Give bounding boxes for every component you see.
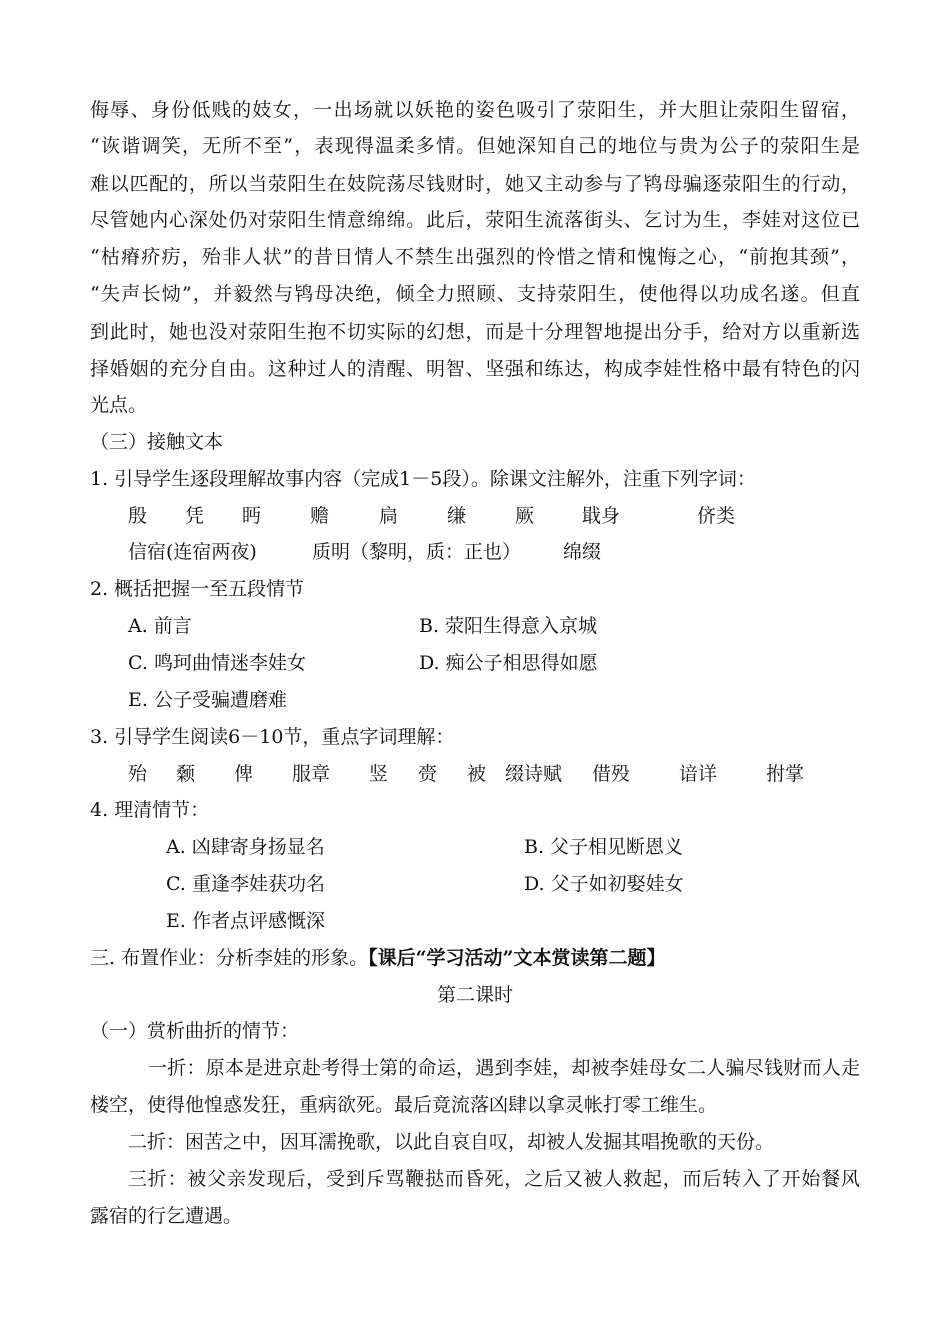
vocab-word: 服章 — [292, 763, 331, 785]
option-a: A. 凶肆寄身扬显名 — [166, 836, 325, 858]
homework-reference: 【课后“学习活动”文本赏读第二题】 — [368, 947, 666, 969]
vocab-word: 被 — [467, 763, 487, 785]
vocab-word: 缀诗赋 — [505, 763, 563, 785]
option-a: A. 前言 — [128, 615, 192, 637]
fold-1-line: 一折：原本是进京赴考得士第的命运，遇到李娃，却被李娃母女二人骗尽钱财而人走 — [148, 1057, 860, 1079]
vocab-word: 谙详 — [679, 763, 718, 785]
vocab-word: 质明（黎明，质：正也） — [312, 541, 522, 563]
option-c: C. 鸣珂曲情迷李娃女 — [128, 652, 306, 674]
vocab-word: 凭 — [185, 505, 205, 527]
vocab-word: 缣 — [447, 505, 467, 527]
lesson-title: 第二课时 — [436, 984, 513, 1006]
vocab-word: 绵缀 — [563, 541, 602, 563]
list-item-2: 2. 概括把握一至五段情节 — [90, 578, 305, 600]
option-e: E. 公子受骗遭磨难 — [128, 689, 287, 711]
vocab-word: 眄 — [242, 505, 262, 527]
vocab-word: 借殁 — [592, 763, 631, 785]
vocab-word: 扃 — [379, 505, 399, 527]
vocab-word: 竖 — [369, 763, 389, 785]
fold-1-line: 楼空，使得他惶惑发狂，重病欲死。最后竟流落凶肆以拿灵帐打零工维生。 — [90, 1094, 718, 1116]
vocab-word: 信宿(连宿两夜) — [128, 541, 257, 563]
fold-3-line: 三折：被父亲发现后，受到斥骂鞭挞而昏死，之后又被人救起，而后转入了开始餐风 — [128, 1168, 860, 1190]
homework-line — [90, 946, 665, 970]
paragraph-line: “失声长恸”，并毅然与鸨母决绝，倾全力照顾、支持荥阳生，使他得以功成名遂。但直 — [90, 283, 860, 305]
homework-text: 三. 布置作业：分析李娃的形象。 — [90, 947, 369, 969]
option-c: C. 重逢李娃获功名 — [166, 873, 325, 895]
section-heading: （三）接触文本 — [90, 431, 224, 453]
vocab-word: 戢身 — [582, 505, 621, 527]
vocab-word: 赍 — [418, 763, 438, 785]
vocab-word: 厥 — [515, 505, 535, 527]
vocab-word: 赡 — [310, 505, 330, 527]
vocab-word: 拊掌 — [766, 763, 805, 785]
paragraph-line: 光点。 — [90, 394, 148, 416]
vocab-word: 俾 — [234, 763, 254, 785]
paragraph-line: 到此时，她也没对荥阳生抱不切实际的幻想，而是十分理智地提出分手，给对方以重新选 — [90, 321, 860, 343]
list-item-3: 3. 引导学生阅读6－10节，重点字词理解： — [90, 726, 455, 748]
paragraph-line: 难以匹配的，所以当荥阳生在妓院荡尽钱财时，她又主动参与了鸨母骗逐荥阳生的行动， — [90, 173, 860, 195]
section-heading: （一）赏析曲折的情节： — [90, 1020, 300, 1042]
fold-2-line: 二折：困苦之中，因耳濡挽歌，以此自哀自叹，却被人发掘其唱挽歌的天份。 — [128, 1131, 775, 1153]
paragraph-line: 尽管她内心深处仍对荥阳生情意绵绵。此后，荥阳生流落街头、乞讨为生，李娃对这位已 — [90, 209, 860, 231]
option-b: B. 荥阳生得意入京城 — [419, 615, 598, 637]
paragraph-line: “枯瘠疥疠，殆非人状”的昔日情人不禁生出强烈的怜惜之情和愧悔之心，“前抱其颈”， — [90, 246, 860, 268]
option-d: D. 痴公子相思得如愿 — [419, 652, 598, 674]
fold-3-line: 露宿的行乞遭遇。 — [90, 1205, 243, 1227]
paragraph-line: 择婚姻的充分自由。这种过人的清醒、明智、坚强和练达，构成李娃性格中最有特色的闪 — [90, 358, 860, 380]
list-item-4: 4. 理清情节： — [90, 799, 210, 821]
vocab-word: 殷 — [128, 505, 148, 527]
list-item-1: 1. 引导学生逐段理解故事内容（完成1－5段）。除课文注解外，注重下列字词： — [90, 468, 756, 490]
paragraph-line: 侮辱、身份低贱的妓女，一出场就以妖艳的姿色吸引了荥阳生，并大胆让荥阳生留宿， — [90, 99, 860, 121]
vocab-word: 侪类 — [697, 505, 736, 527]
paragraph-line: “诙谐调笑，无所不至”，表现得温柔多情。但她深知自己的地位与贵为公子的荥阳生是 — [90, 135, 860, 157]
vocab-word: 颡 — [176, 763, 196, 785]
option-e: E. 作者点评感慨深 — [166, 910, 325, 932]
option-d: D. 父子如初娶娃女 — [524, 873, 684, 895]
option-b: B. 父子相见断恩义 — [524, 836, 684, 858]
vocab-word: 殆 — [128, 763, 148, 785]
